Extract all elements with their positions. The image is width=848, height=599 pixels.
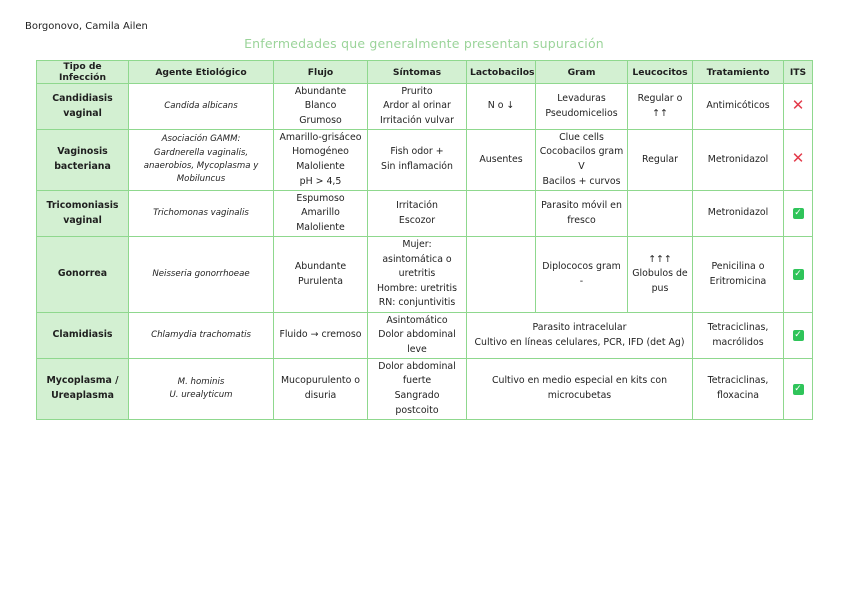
its-cell <box>784 130 813 191</box>
treatment-cell <box>693 84 784 130</box>
symptoms-cell <box>368 191 467 237</box>
header-leucocitos: Leucocitos <box>628 61 693 84</box>
flow-cell-line: Abundante <box>294 260 347 272</box>
table-row <box>37 237 813 313</box>
treatment-cell <box>693 313 784 359</box>
symptoms-cell-line: Irritación <box>396 199 438 211</box>
lactobacilos-cell <box>467 237 536 313</box>
agent-cell-line: Mobiluncus <box>176 174 226 185</box>
leucocitos-cell-line: ↑↑ <box>652 107 668 119</box>
header-lactobacilos: Lactobacilos <box>467 61 536 84</box>
treatment-cell <box>693 237 784 313</box>
its-cell <box>784 359 813 420</box>
table-body <box>37 84 813 420</box>
symptoms-cell <box>368 313 467 359</box>
table-row <box>37 130 813 191</box>
gram-cell <box>536 130 628 191</box>
table-row <box>37 313 813 359</box>
infection-type-cell-line: Ureaplasma <box>51 390 114 402</box>
infection-type-cell-line: Candidiasis <box>52 92 113 104</box>
flow-cell <box>274 359 368 420</box>
leucocitos-cell <box>628 191 693 237</box>
agent-cell-line: Trichomonas vaginalis <box>153 207 249 218</box>
agent-cell-line: Asociación GAMM: <box>161 134 241 145</box>
table-row <box>37 191 813 237</box>
infection-type-cell-line: Vaginosis <box>57 146 108 158</box>
header-flow: Flujo <box>274 61 368 84</box>
its-cell <box>784 313 813 359</box>
gram-cell-line: Cocobacilos gram <box>539 146 624 158</box>
leucocitos-cell <box>628 237 693 313</box>
flow-cell <box>274 191 368 237</box>
treatment-cell-line: Antimicóticos <box>706 100 770 112</box>
flow-cell-line: Fluido → cremoso <box>279 329 362 341</box>
symptoms-cell-line: Sin inflamación <box>381 161 453 173</box>
symptoms-cell-line: Mujer: <box>402 239 432 251</box>
header-its: ITS <box>784 61 813 84</box>
gram-cell-line: Clue cells <box>559 131 604 143</box>
flow-cell-line: Abundante <box>294 85 347 97</box>
infection-type-cell-line: Clamidiasis <box>52 329 113 341</box>
gram-cell-line: Parasito móvil en <box>541 199 622 211</box>
page-title: Enfermedades que generalmente presentan supuración <box>244 36 604 51</box>
treatment-cell-line: Eritromicina <box>709 275 767 287</box>
its-cell <box>784 84 813 130</box>
symptoms-cell-line: Fish odor + <box>390 146 444 158</box>
symptoms-cell-line: Escozor <box>398 214 436 226</box>
symptoms-cell-line: Sangrado <box>394 390 440 402</box>
agent-cell <box>129 237 274 313</box>
symptoms-cell-line: Asintomático <box>386 314 448 326</box>
symptoms-cell-line: RN: conjuntivitis <box>378 297 456 309</box>
flow-cell-line: Maloliente <box>296 161 345 173</box>
gram-cell <box>536 237 628 313</box>
infection-type-cell <box>37 313 129 359</box>
symptoms-cell <box>368 237 467 313</box>
leucocitos-cell-line: Regular o <box>637 92 683 104</box>
gram-cell <box>536 191 628 237</box>
symptoms-cell-line: Prurito <box>401 85 433 97</box>
agent-cell <box>129 130 274 191</box>
flow-cell <box>274 237 368 313</box>
flow-cell-line: Espumoso <box>296 192 345 204</box>
gram-cell-line: fresco <box>567 214 596 226</box>
agent-cell <box>129 313 274 359</box>
symptoms-cell-line: postcoito <box>395 404 439 416</box>
lab-findings-cell-line: Cultivo en líneas celulares, PCR, IFD (det Ag) <box>474 336 685 348</box>
header-gram: Gram <box>536 61 628 84</box>
infection-type-cell-line: Tricomoniasis <box>46 199 119 211</box>
lab-findings-cell <box>467 359 693 420</box>
lab-findings-cell <box>467 313 693 359</box>
gram-cell-line: Pseudomicelios <box>545 107 618 119</box>
agent-cell <box>129 191 274 237</box>
flow-cell-line: Purulenta <box>298 275 343 287</box>
flow-cell <box>274 84 368 130</box>
gram-cell-line: Bacilos + curvos <box>542 175 621 187</box>
symptoms-cell-line: Hombre: uretritis <box>376 282 458 294</box>
agent-cell-line: M. hominis <box>177 376 225 387</box>
agent-cell <box>129 359 274 420</box>
symptoms-cell-line: Dolor abdominal <box>378 360 456 372</box>
table-row <box>37 359 813 420</box>
gram-cell-line: Levaduras <box>557 92 606 104</box>
flow-cell-line: Grumoso <box>299 114 342 126</box>
green-check-icon: ✓ <box>794 269 802 280</box>
symptoms-cell <box>368 130 467 191</box>
flow-cell-line: disuria <box>304 390 337 402</box>
green-check-icon: ✓ <box>794 208 802 219</box>
agent-cell-line: Chlamydia trachomatis <box>151 329 251 340</box>
treatment-cell-line: Tetraciclinas, <box>707 375 769 387</box>
diseases-table <box>36 60 813 420</box>
treatment-cell-line: macrólidos <box>712 336 764 348</box>
green-check-icon: ✓ <box>794 383 802 394</box>
lactobacilos-cell <box>467 130 536 191</box>
leucocitos-cell-line: ↑↑↑ <box>648 253 672 265</box>
lab-findings-cell-line: microcubetas <box>547 390 612 402</box>
treatment-cell-line: Penicilina o <box>711 260 765 272</box>
agent-cell-line: Gardnerella vaginalis, <box>153 147 249 158</box>
symptoms-cell-line: Irritación vulvar <box>380 114 454 126</box>
symptoms-cell-line: Ardor al orinar <box>383 100 451 112</box>
treatment-cell-line: Tetraciclinas, <box>707 321 769 333</box>
its-cell <box>784 237 813 313</box>
treatment-cell-line: Metronidazol <box>707 153 769 165</box>
treatment-cell <box>693 359 784 420</box>
symptoms-cell-line: fuerte <box>402 375 432 387</box>
green-check-icon: ✓ <box>794 330 802 341</box>
infection-type-cell-line: vaginal <box>63 214 102 226</box>
treatment-cell <box>693 191 784 237</box>
header-agent: Agente Etiológico <box>129 61 274 84</box>
agent-cell <box>129 84 274 130</box>
leucocitos-cell-line: pus <box>651 282 669 294</box>
infection-type-cell <box>37 359 129 420</box>
author-name: Borgonovo, Camila Ailen <box>25 21 148 32</box>
lactobacilos-cell <box>467 84 536 130</box>
gram-cell-line: V <box>578 161 585 173</box>
symptoms-cell-line: Dolor abdominal <box>378 329 456 341</box>
symptoms-cell-line: uretritis <box>398 268 436 280</box>
flow-cell-line: pH > 4,5 <box>299 175 342 187</box>
infection-type-cell-line: vaginal <box>63 107 102 119</box>
infection-type-cell-line: bacteriana <box>54 161 111 173</box>
infection-type-cell <box>37 191 129 237</box>
leucocitos-cell <box>628 84 693 130</box>
lab-findings-cell-line: Parasito intracelular <box>532 321 627 333</box>
flow-cell-line: Homogéneo <box>292 146 349 158</box>
lactobacilos-cell-line: Ausentes <box>479 153 523 165</box>
agent-cell-line: U. urealyticum <box>169 390 233 401</box>
header-type: Tipo de Infección <box>37 61 129 84</box>
infection-type-cell <box>37 237 129 313</box>
gram-cell-line: Diplococos gram <box>542 260 621 272</box>
leucocitos-cell-line: Globulos de <box>632 268 688 280</box>
lab-findings-cell-line: Cultivo en medio especial en kits con <box>491 375 668 387</box>
header-symptoms: Síntomas <box>368 61 467 84</box>
infection-type-cell <box>37 130 129 191</box>
infection-type-cell-line: Mycoplasma / <box>46 375 119 387</box>
gram-cell <box>536 84 628 130</box>
flow-cell <box>274 313 368 359</box>
flow-cell-line: Blanco <box>304 100 337 112</box>
lactobacilos-cell-line: N o ↓ <box>487 100 515 112</box>
agent-cell-line: Neisseria gonorrhoeae <box>152 268 250 279</box>
gram-cell-line: - <box>579 275 584 287</box>
header-row <box>37 61 813 84</box>
leucocitos-cell-line: Regular <box>642 153 678 165</box>
red-x-icon: ✕ <box>791 95 805 114</box>
symptoms-cell-line: leve <box>407 343 427 355</box>
header-treatment: Tratamiento <box>693 61 784 84</box>
symptoms-cell-line: asintomática o <box>382 253 452 265</box>
flow-cell-line: Mucopurulento o <box>280 375 361 387</box>
leucocitos-cell <box>628 130 693 191</box>
symptoms-cell <box>368 359 467 420</box>
symptoms-cell <box>368 84 467 130</box>
table-row <box>37 84 813 130</box>
lactobacilos-cell <box>467 191 536 237</box>
treatment-cell-line: floxacina <box>716 390 760 402</box>
infection-type-cell-line: Gonorrea <box>57 268 108 280</box>
its-cell <box>784 191 813 237</box>
treatment-cell-line: Metronidazol <box>707 207 769 219</box>
agent-cell-line: Candida albicans <box>164 100 238 111</box>
agent-cell-line: anaerobios, Mycoplasma y <box>143 161 259 172</box>
infection-type-cell <box>37 84 129 130</box>
red-x-icon: ✕ <box>791 149 805 168</box>
treatment-cell <box>693 130 784 191</box>
flow-cell-line: Amarillo <box>301 207 340 219</box>
flow-cell-line: Maloliente <box>296 221 345 233</box>
flow-cell <box>274 130 368 191</box>
flow-cell-line: Amarillo-grisáceo <box>279 131 362 143</box>
